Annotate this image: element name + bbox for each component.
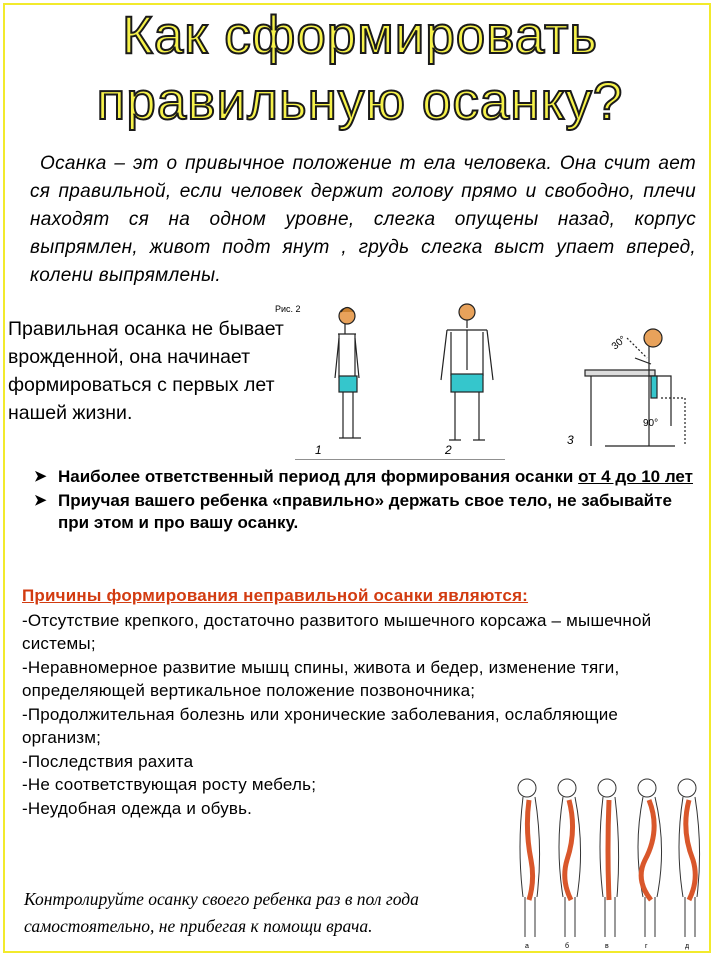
page-title-line-1: Как сформировать [121,6,599,65]
figure-label-2: 2 [445,443,452,457]
correct-posture-figure [275,298,715,460]
spine-figure-e-icon [678,779,700,937]
spine-figure-c-icon [598,779,619,937]
spine-posture-figures [505,770,710,950]
cause-item: -Неравномерное развитие мышц спины, живота и бедер, изменение тяги, определяющей вертикальное положение позвоночника; [22,657,620,700]
arrow-icon: ➤ [34,468,47,485]
boy-at-desk-icon [585,329,685,446]
causes-heading: Причины формирования неправильной осанки являются: [22,586,529,605]
bullet-item [34,490,694,534]
posture-definition [30,150,696,290]
bullet-emphasis: от 4 до 10 лет [578,467,693,486]
figure-label-3: 3 [567,433,574,447]
cause-item: -Неудобная одежда и обувь. [22,798,253,818]
figure-caption: Рис. 2 [275,304,301,314]
figure-label-1: 1 [315,443,322,457]
spine-label: б [565,943,570,950]
definition-text: Осанка – эт о привычное положение т ела человека. Она счит ает ся правильной, если человек держит голову прямо и свободно, плечи находят ся на одном уровне, слегка опущены назад, корпус выпрямлен, живот подт янут , грудь слегка выст упает вперед, колени выпрямлены. [30,153,696,286]
spine-label: г [645,943,648,950]
boy-front-icon [335,308,361,439]
cause-item: -Продолжительная болезнь или хронические заболевания, ослабляющие организм; [22,704,619,747]
intro-text: Правильная осанка не бывает врожденной, она начинает формироваться с первых лет нашей жизни. [8,318,284,424]
bullet-list [34,466,694,536]
spine-label: д [685,943,690,950]
cause-item: -Последствия рахита [22,751,194,771]
spine-label: а [525,943,529,950]
arrow-icon: ➤ [34,492,47,509]
angle-label-1: 30° [609,334,629,353]
cause-item: -Не соответствующая росту мебель; [22,775,317,794]
advice-text: Контролируйте осанку своего ребенка раз в пол года самостоятельно, не прибегая к помощи врача. [24,889,419,936]
bullet-text: Приучая вашего ребенка «правильно» держать свое тело, не забывайте при этом и про вашу осанку. [58,491,672,532]
spine-figure-a-icon [518,779,540,937]
spine-figure-b-icon [558,779,581,937]
boy-back-icon [441,304,493,440]
spine-label: в [605,943,609,950]
cause-item: -Отсутствие крепкого, достаточно развитого мышечного корсажа – мышечной системы; [22,610,652,653]
bullet-item [34,466,694,488]
angle-label-2: 90° [643,418,659,429]
spine-figure-d-icon [638,779,662,937]
page-title-line-2: правильную осанку? [96,72,624,131]
bullet-text: Наиболее ответственный период для формирования осанки [58,467,579,486]
